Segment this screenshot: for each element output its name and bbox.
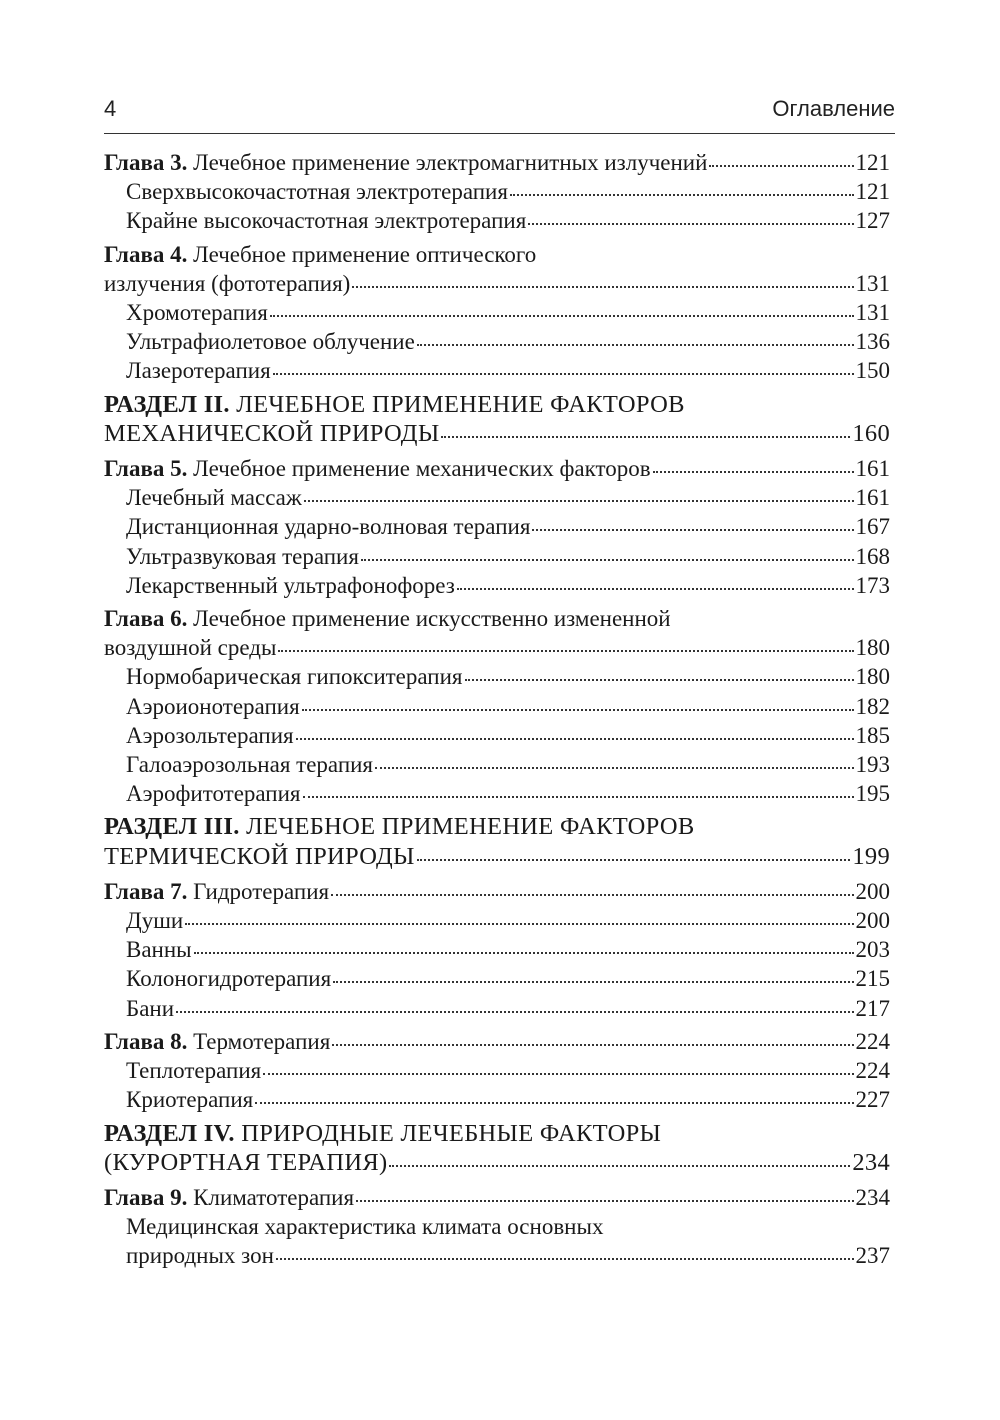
toc-entry-text: Ванны xyxy=(126,937,192,963)
toc-page-number: 136 xyxy=(855,329,890,355)
toc-entry xyxy=(104,419,890,448)
toc-page-number: 185 xyxy=(855,722,890,748)
toc-entry-label: Глава 5. xyxy=(104,456,188,482)
toc-page-number: 227 xyxy=(855,1087,890,1113)
dot-leader xyxy=(176,1006,853,1013)
toc-entry xyxy=(104,1027,890,1056)
toc-entry xyxy=(104,935,890,964)
toc-entry-title xyxy=(104,419,439,448)
toc-heading-line xyxy=(104,1119,890,1148)
toc-chapter xyxy=(104,1027,890,1115)
toc-entry-title xyxy=(104,454,651,483)
toc-entry-text: Аэрофитотерапия xyxy=(126,781,301,807)
toc-entry-title xyxy=(126,906,183,935)
toc-page-number: 200 xyxy=(855,908,890,934)
toc-entry xyxy=(104,633,890,662)
dot-leader xyxy=(278,645,853,652)
toc-entry xyxy=(104,206,890,235)
toc-section xyxy=(104,812,890,870)
toc-chapter xyxy=(104,1183,890,1271)
toc-entry-title xyxy=(126,298,268,327)
toc-entry xyxy=(104,1241,890,1270)
toc-heading-line xyxy=(104,390,890,419)
toc-entry-text: Лечебный массаж xyxy=(126,485,302,511)
toc-entry-title xyxy=(126,994,174,1023)
dot-leader xyxy=(194,947,854,954)
dot-leader xyxy=(296,733,854,740)
dot-leader xyxy=(356,1195,853,1202)
toc-entry-text: Лечебное применение электромагнитных излучений xyxy=(193,150,708,175)
toc-section xyxy=(104,390,890,448)
toc-entry xyxy=(104,454,890,483)
toc-page-number: 180 xyxy=(855,664,890,690)
toc-chapter xyxy=(104,240,890,386)
toc-page-number: 237 xyxy=(855,1243,890,1269)
toc-entry xyxy=(104,906,890,935)
toc-entry-label: РАЗДЕЛ III. xyxy=(104,813,240,841)
toc-entry xyxy=(104,327,890,356)
toc-page-number: 121 xyxy=(855,179,890,205)
toc-page-number: 234 xyxy=(852,1148,890,1176)
toc-entry-label: Глава 3. xyxy=(104,150,188,175)
toc-heading-line xyxy=(104,240,890,269)
toc-page-number: 173 xyxy=(855,572,890,598)
toc-entry-text: излучения (фототерапия) xyxy=(104,270,351,296)
dot-leader xyxy=(417,339,854,346)
toc-entry-text: Бани xyxy=(126,995,175,1021)
toc-heading-text: ЛЕЧЕБНОЕ ПРИМЕНЕНИЕ ФАКТОРОВ xyxy=(236,390,685,418)
toc-entry-text: воздушной среды xyxy=(104,635,277,661)
toc-subentry-line xyxy=(104,1212,890,1241)
dot-leader xyxy=(255,1097,853,1104)
toc-entry-text: Хромотерапия xyxy=(126,300,268,326)
toc-entry xyxy=(104,1085,890,1114)
dot-leader xyxy=(276,1253,854,1260)
toc-page-number: 200 xyxy=(855,878,890,904)
dot-leader xyxy=(302,704,854,711)
dot-leader xyxy=(457,583,854,590)
toc-chapter xyxy=(104,877,890,1023)
toc-entry-label: Глава 8. xyxy=(104,1028,188,1054)
toc-page-number: 150 xyxy=(855,358,890,384)
toc-entry xyxy=(104,994,890,1023)
dot-leader xyxy=(263,1068,853,1075)
toc-entry-title xyxy=(126,571,455,600)
toc-entry xyxy=(104,177,890,206)
toc-entry-title xyxy=(126,1056,261,1085)
toc-entry-title xyxy=(104,1027,330,1056)
toc-entry-title xyxy=(126,779,301,808)
dot-leader xyxy=(303,791,854,798)
toc-entry-title xyxy=(126,512,530,541)
toc-page-number: 182 xyxy=(855,693,890,719)
toc-entry-text: Дистанционная ударно-волновая терапия xyxy=(126,514,531,540)
toc-entry-text: Колоногидротерапия xyxy=(126,966,332,992)
toc-entry xyxy=(104,662,890,691)
running-title: Оглавление xyxy=(772,96,895,121)
toc-page-number: 121 xyxy=(855,150,890,175)
dot-leader xyxy=(510,189,854,196)
toc-page-number: 224 xyxy=(855,1028,890,1054)
dot-leader xyxy=(532,524,853,531)
toc-page-number: 160 xyxy=(852,419,890,447)
toc-entry xyxy=(104,512,890,541)
toc-entry-text: Лечебное применение механических факторов xyxy=(193,456,651,482)
toc-page-number: 195 xyxy=(855,781,890,807)
toc-page-number: 199 xyxy=(852,842,890,870)
toc-page-number: 127 xyxy=(855,208,890,234)
toc-entry xyxy=(104,148,890,177)
toc-entry-label: Глава 9. xyxy=(104,1184,188,1210)
toc-page-number: 215 xyxy=(855,966,890,992)
toc-entry-title xyxy=(104,148,707,177)
toc-entry xyxy=(104,750,890,779)
toc-heading-text: Лечебное применение искусственно измененной xyxy=(193,606,671,632)
toc-entry-title xyxy=(126,964,331,993)
toc-page-number: 217 xyxy=(855,995,890,1021)
toc-entry-title xyxy=(126,542,359,571)
toc-entry xyxy=(104,877,890,906)
toc-entry xyxy=(104,269,890,298)
toc-entry-title xyxy=(126,1241,274,1270)
header-rule xyxy=(104,133,895,134)
toc-entry-title xyxy=(126,1085,253,1114)
toc-page-number: 161 xyxy=(855,456,890,482)
dot-leader xyxy=(709,160,853,167)
toc-entry-text: Термотерапия xyxy=(193,1028,331,1054)
toc-entry-text: Аэрозольтерапия xyxy=(126,722,294,748)
toc-entry-text: Криотерапия xyxy=(126,1087,254,1113)
toc-entry-title xyxy=(126,750,373,779)
toc-page-number: 203 xyxy=(855,937,890,963)
toc-entry xyxy=(104,721,890,750)
toc-entry-label: Глава 7. xyxy=(104,878,188,904)
toc-page-number: 168 xyxy=(855,543,890,569)
toc-entry-text: Гидротерапия xyxy=(193,878,330,904)
toc-entry xyxy=(104,571,890,600)
toc-entry-text: Ультразвуковая терапия xyxy=(126,543,359,569)
dot-leader xyxy=(441,431,850,438)
toc-entry-text: Сверхвысокочастотная электротерапия xyxy=(126,179,508,205)
dot-leader xyxy=(185,918,853,925)
toc-entry-title xyxy=(126,662,463,691)
toc-entry-text: Лазеротерапия xyxy=(126,358,271,384)
toc-section xyxy=(104,1119,890,1177)
toc-entry-title xyxy=(104,633,276,662)
toc-entry xyxy=(104,1183,890,1212)
toc-page-number: 167 xyxy=(855,514,890,540)
toc-entry-text: Медицинская характеристика климата основных xyxy=(126,1214,604,1240)
toc-entry xyxy=(104,1056,890,1085)
toc-heading-text: ПРИРОДНЫЕ ЛЕЧЕБНЫЕ ФАКТОРЫ xyxy=(241,1119,662,1147)
toc-entry xyxy=(104,842,890,871)
toc-entry xyxy=(104,298,890,327)
toc-chapter xyxy=(104,148,890,236)
table-of-contents xyxy=(104,148,890,1275)
toc-entry-title xyxy=(126,692,300,721)
toc-entry-text: (КУРОРТНАЯ ТЕРАПИЯ) xyxy=(104,1148,388,1176)
toc-entry-text: МЕХАНИЧЕСКОЙ ПРИРОДЫ xyxy=(104,419,440,447)
toc-entry xyxy=(104,779,890,808)
toc-entry-text: Души xyxy=(126,908,184,934)
toc-entry xyxy=(104,692,890,721)
toc-entry-title xyxy=(104,1148,387,1177)
dot-leader xyxy=(333,976,853,983)
toc-entry-text: Климатотерапия xyxy=(193,1184,355,1210)
toc-entry xyxy=(104,483,890,512)
toc-heading-text: Лечебное применение оптического xyxy=(193,241,537,267)
dot-leader xyxy=(653,466,854,473)
page-header xyxy=(104,96,895,122)
toc-entry-label: Глава 4. xyxy=(104,241,188,267)
toc-entry-title xyxy=(104,877,329,906)
toc-entry-label: РАЗДЕЛ IV. xyxy=(104,1119,235,1147)
dot-leader xyxy=(417,854,851,861)
page-number: 4 xyxy=(104,96,117,121)
toc-chapter xyxy=(104,604,890,808)
toc-entry xyxy=(104,356,890,385)
toc-heading-line xyxy=(104,812,890,841)
dot-leader xyxy=(331,889,853,896)
toc-page-number: 180 xyxy=(855,635,890,661)
dot-leader xyxy=(352,281,853,288)
toc-entry-text: Теплотерапия xyxy=(126,1058,262,1084)
toc-page-number: 224 xyxy=(855,1058,890,1084)
toc-entry-text: Галоаэрозольная терапия xyxy=(126,752,374,778)
toc-entry-title xyxy=(126,206,526,235)
toc-page-number: 161 xyxy=(855,485,890,511)
toc-page-number: 131 xyxy=(855,270,890,296)
toc-entry-title xyxy=(104,269,350,298)
toc-entry-text: природных зон xyxy=(126,1243,274,1269)
toc-entry-title xyxy=(104,842,415,871)
toc-chapter xyxy=(104,454,890,600)
toc-entry-title xyxy=(126,177,508,206)
toc-entry-title xyxy=(104,1183,354,1212)
toc-heading-text: ЛЕЧЕБНОЕ ПРИМЕНЕНИЕ ФАКТОРОВ xyxy=(246,813,695,841)
toc-entry-label: РАЗДЕЛ II. xyxy=(104,390,230,418)
dot-leader xyxy=(304,495,854,502)
toc-page-number: 193 xyxy=(855,752,890,778)
toc-entry-text: ТЕРМИЧЕСКОЙ ПРИРОДЫ xyxy=(104,842,415,870)
toc-entry-title xyxy=(126,356,271,385)
toc-entry-text: Нормобарическая гипокситерапия xyxy=(126,664,463,690)
dot-leader xyxy=(528,218,853,225)
toc-entry-title xyxy=(126,935,192,964)
toc-entry-text: Крайне высокочастотная электротерапия xyxy=(126,208,527,234)
toc-entry xyxy=(104,1148,890,1177)
toc-entry-title xyxy=(126,721,294,750)
dot-leader xyxy=(273,368,854,375)
toc-entry-title xyxy=(126,327,415,356)
toc-heading-line xyxy=(104,604,890,633)
dot-leader xyxy=(361,554,854,561)
toc-entry xyxy=(104,964,890,993)
dot-leader xyxy=(465,674,854,681)
dot-leader xyxy=(270,310,854,317)
toc-entry-label: Глава 6. xyxy=(104,606,188,632)
dot-leader xyxy=(389,1160,850,1167)
dot-leader xyxy=(332,1039,853,1046)
toc-entry-title xyxy=(126,483,302,512)
toc-entry-text: Аэроионотерапия xyxy=(126,693,300,719)
toc-entry xyxy=(104,542,890,571)
toc-page-number: 131 xyxy=(855,300,890,326)
toc-entry-text: Лекарственный ультрафонофорез xyxy=(126,572,455,598)
toc-page-number: 234 xyxy=(855,1184,890,1210)
toc-entry-text: Ультрафиолетовое облучение xyxy=(126,329,415,355)
dot-leader xyxy=(375,762,853,769)
